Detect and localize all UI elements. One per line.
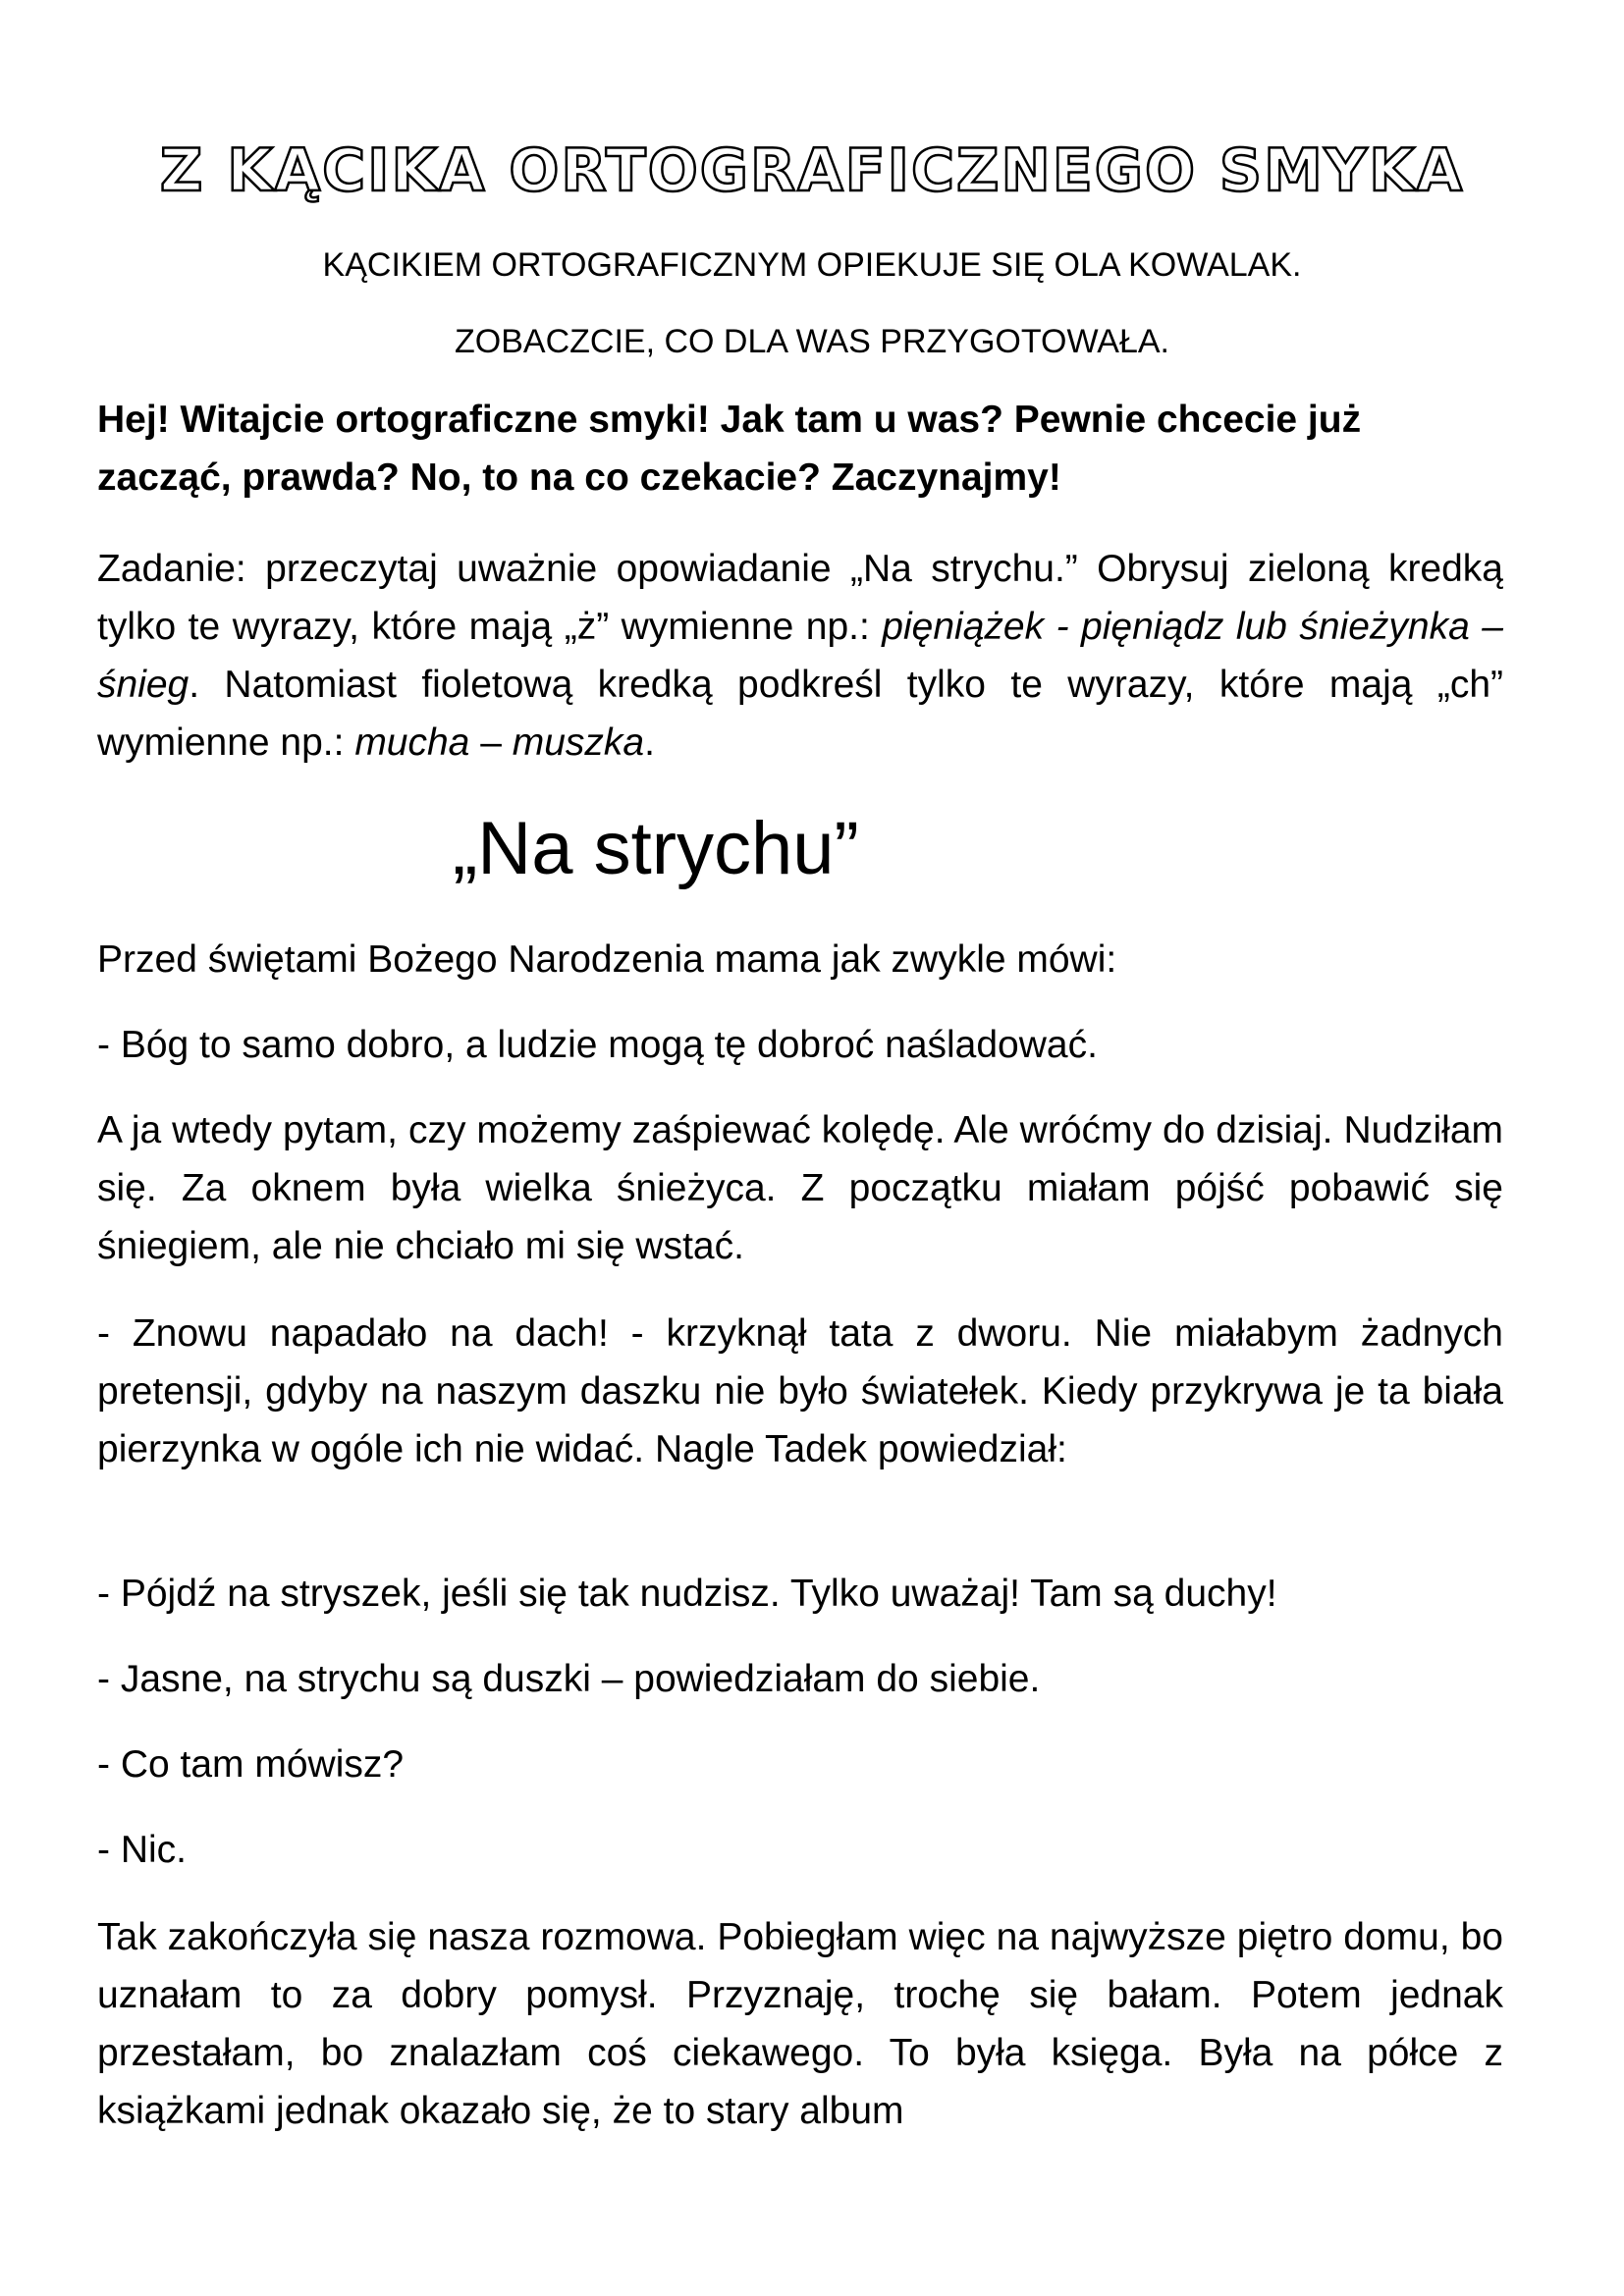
story-paragraph: Przed świętami Bożego Narodzenia mama jak zwykle mówi:: [97, 938, 1117, 981]
story-paragraph: - Bóg to samo dobro, a ludzie mogą tę dobroć naśladować.: [97, 1024, 1098, 1066]
story-paragraph: A ja wtedy pytam, czy możemy zaśpiewać kolędę. Ale wróćmy do dzisiaj. Nudziłam się. Za oknem była wielka śnieżyca. Z początku miałam pójść pobawić się śniegiem, ale nie chciało mi się wstać.: [97, 1109, 1503, 1267]
story-paragraph: Tak zakończyła się nasza rozmowa. Pobiegłam więc na najwyższe piętro domu, bo uznałam to za dobry pomysł. Przyznaję, trochę się bałam. Potem jednak przestałam, bo znalazłam coś ciekawego. To była księga. Była na półce z książkami jednak okazało się, że to stary album: [97, 1916, 1503, 2132]
intro-line-1: KĄCIKIEM ORTOGRAFICZNYM OPIEKUJE SIĘ OLA KOWALAK.: [322, 246, 1302, 284]
task-paragraph: [97, 540, 1503, 772]
task-example-ch-2: muszka: [512, 721, 645, 764]
story-paragraph: - Co tam mówisz?: [97, 1743, 405, 1786]
task-dash: –: [469, 721, 513, 764]
story-paragraph: - Znowu napadało na dach! - krzyknął tata z dworu. Nie miałabym żadnych pretensji, gdyby na naszym daszku nie było światełek. Kiedy przykrywa je ta biała pierzynka w ogóle ich nie widać. Nagle Tadek powiedział:: [97, 1312, 1503, 1470]
task-end: .: [644, 721, 655, 764]
task-text-2: . Natomiast fioletową kredką podkreśl tylko te wyrazy, które mają „ch” wymienne np.:: [97, 664, 1503, 764]
story-paragraph: - Pójdź na stryszek, jeśli się tak nudzisz. Tylko uważaj! Tam są duchy!: [97, 1573, 1277, 1615]
story-paragraph: - Nic.: [97, 1829, 187, 1871]
story-title: „Na strychu”: [453, 807, 859, 890]
task-example-zh: pięniążek - pięniądz lub śnieżynka – śnieg: [97, 606, 1503, 706]
greeting-paragraph: Hej! Witajcie ortograficzne smyki! Jak tam u was? Pewnie chcecie już zacząć, prawda? No, to na co czekacie? Zaczynajmy!: [97, 399, 1362, 499]
task-example-ch-1: mucha: [354, 721, 470, 764]
intro-line-2: ZOBACZCIE, CO DLA WAS PRZYGOTOWAŁA.: [455, 323, 1169, 360]
story-paragraph: - Jasne, na strychu są duszki – powiedziałam do siebie.: [97, 1658, 1041, 1700]
task-text-1: Zadanie: przeczytaj uważnie opowiadanie „Na strychu.” Obrysuj zieloną kredką tylko te wyrazy, które mają „ż” wymienne np.:: [97, 548, 1503, 648]
page-title: Z KĄCIKA ORTOGRAFICZNEGO SMYKA: [159, 136, 1465, 205]
